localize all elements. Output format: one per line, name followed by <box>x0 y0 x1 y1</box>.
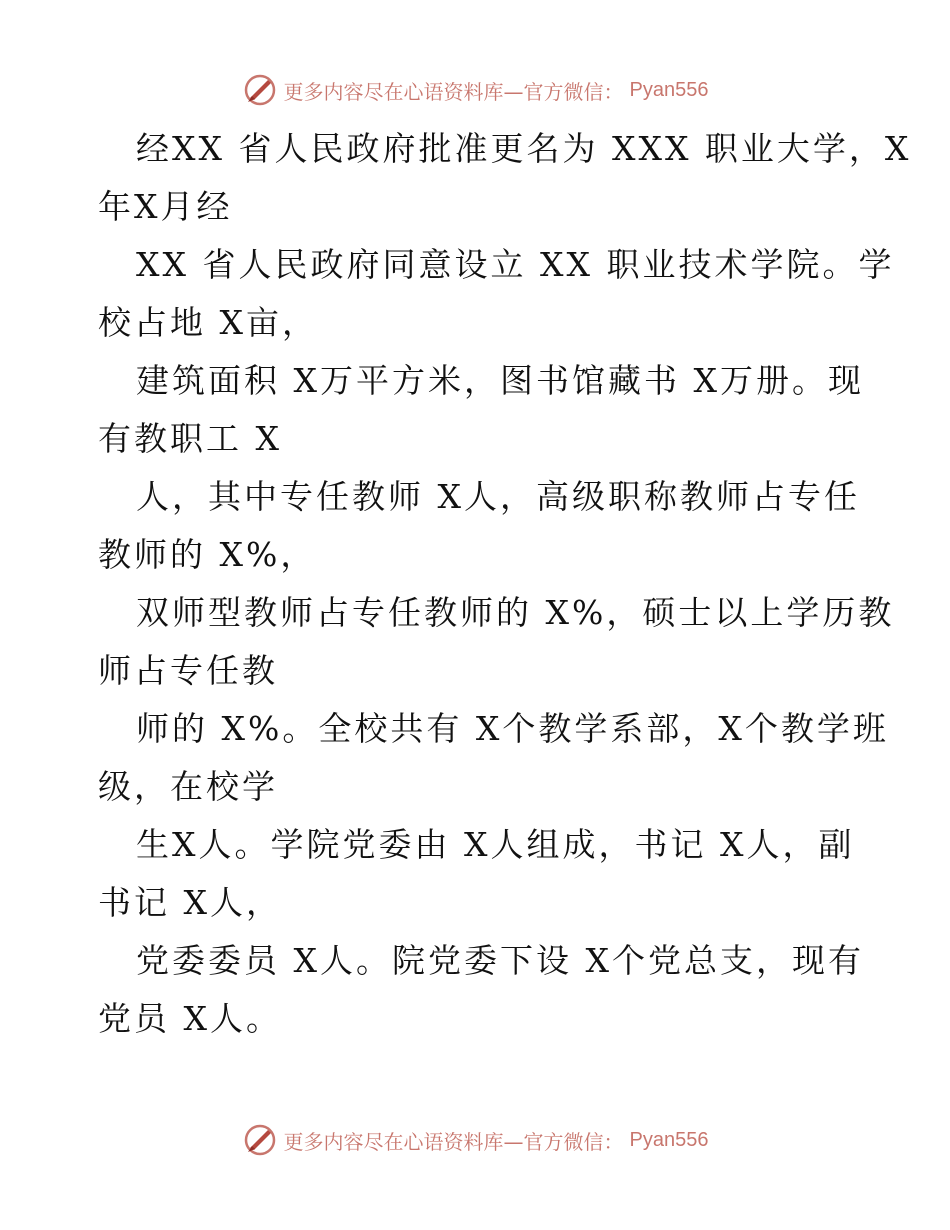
paragraph-line: 师的 X%。全校共有 X个教学系部，X个教学班 <box>136 709 889 748</box>
paragraph <box>98 352 864 468</box>
document-body <box>98 120 912 1048</box>
paragraph-line: 党员 X人。 <box>98 999 282 1038</box>
paragraph <box>98 584 895 700</box>
paragraph-line: 双师型教师占专任教师的 X%，硕士以上学历教 <box>136 593 895 632</box>
header-banner <box>0 70 950 110</box>
wechat-id: Pyan556 <box>629 1128 709 1151</box>
quill-pen-circle-icon <box>242 72 278 108</box>
paragraph <box>98 816 858 932</box>
paragraph <box>98 120 912 236</box>
paragraph-line: 党委委员 X人。院党委下设 X个党总支，现有 <box>136 941 864 980</box>
paragraph-line: 书记 X人， <box>98 883 282 922</box>
paragraph-line: 校占地 X亩， <box>98 303 318 342</box>
paragraph-line: 教师的 X%， <box>98 535 317 574</box>
wechat-id: Pyan556 <box>629 78 709 101</box>
paragraph <box>98 236 895 352</box>
paragraph <box>98 932 864 1048</box>
banner-text: 更多内容尽在心语资料库—官方微信： <box>283 1129 624 1154</box>
footer-banner <box>0 1120 950 1160</box>
paragraph <box>98 700 889 816</box>
paragraph-line: 生X人。学院党委由 X人组成，书记 X人，副 <box>136 825 855 864</box>
paragraph-line: 级，在校学 <box>98 767 278 806</box>
paragraph-line: 人，其中专任教师 X人，高级职称教师占专任 <box>136 477 860 516</box>
banner-text: 更多内容尽在心语资料库—官方微信： <box>283 79 624 104</box>
paragraph-line: 经XX 省人民政府批准更名为 XXX 职业大学，X <box>136 129 912 168</box>
paragraph-line: 师占专任教 <box>98 651 278 690</box>
paragraph-line: XX 省人民政府同意设立 XX 职业技术学院。学 <box>136 245 895 284</box>
paragraph-line: 有教职工 X <box>98 419 282 458</box>
paragraph-line: 建筑面积 X万平方米，图书馆藏书 X万册。现 <box>136 361 864 400</box>
quill-pen-circle-icon <box>242 1122 278 1158</box>
paragraph-line: 年X月经 <box>98 187 233 226</box>
paragraph <box>98 468 858 584</box>
